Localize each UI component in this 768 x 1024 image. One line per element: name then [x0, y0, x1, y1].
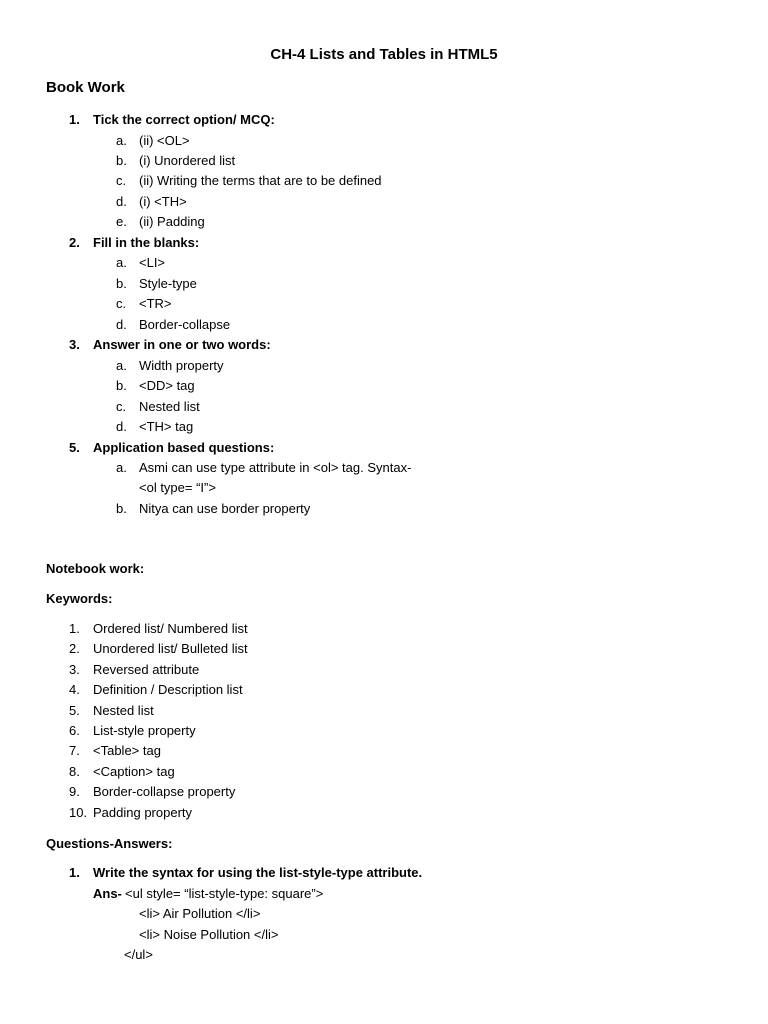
keyword-number: 2.: [69, 641, 80, 656]
list-marker: d.: [116, 317, 127, 332]
question-number: 3.: [69, 337, 80, 352]
page-title: CH-4 Lists and Tables in HTML5: [270, 46, 498, 63]
keyword-item: Unordered list/ Bulleted list: [93, 641, 248, 656]
keyword-number: 9.: [69, 784, 80, 799]
list-item: <LI>: [139, 255, 166, 270]
list-item: (ii) <OL>: [139, 133, 190, 148]
question-number: 2.: [69, 235, 80, 250]
code-line: <li> Air Pollution </li>: [139, 906, 261, 921]
section-heading-notebook-work: Notebook work:: [46, 561, 145, 576]
list-item: Asmi can use type attribute in <ol> tag. Syntax-: [139, 460, 412, 475]
list-item: Width property: [139, 358, 224, 373]
keyword-item: <Table> tag: [93, 743, 161, 758]
keyword-number: 3.: [69, 662, 80, 677]
list-item: Nitya can use border property: [139, 501, 311, 516]
code-line: <ul style= “list-style-type: square”>: [125, 886, 324, 901]
list-marker: b.: [116, 378, 127, 393]
keyword-item: List-style property: [93, 723, 196, 738]
list-item: <DD> tag: [139, 378, 195, 393]
question-text: Fill in the blanks:: [93, 235, 200, 250]
keyword-number: 1.: [69, 621, 80, 636]
list-marker: b.: [116, 276, 127, 291]
section-heading-book-work: Book Work: [46, 79, 125, 96]
keyword-item: Reversed attribute: [93, 662, 200, 677]
keyword-item: Border-collapse property: [93, 784, 236, 799]
list-item: (ii) Padding: [139, 214, 205, 229]
keyword-item: Definition / Description list: [93, 682, 243, 697]
list-marker: b.: [116, 501, 127, 516]
list-marker: a.: [116, 460, 127, 475]
keyword-item: <Caption> tag: [93, 764, 175, 779]
list-item: (i) <TH>: [139, 194, 187, 209]
question-text: Application based questions:: [93, 440, 275, 455]
answer-label: Ans-: [93, 886, 122, 901]
list-item: (ii) Writing the terms that are to be defined: [139, 173, 382, 188]
question-number: 5.: [69, 440, 80, 455]
keyword-number: 8.: [69, 764, 80, 779]
list-item-continuation: <ol type= “I”>: [139, 480, 216, 495]
list-marker: b.: [116, 153, 127, 168]
keyword-item: Nested list: [93, 703, 154, 718]
list-marker: c.: [116, 399, 127, 414]
list-item: Border-collapse: [139, 317, 231, 332]
list-marker: d.: [116, 419, 127, 434]
list-marker: c.: [116, 173, 127, 188]
list-item: (i) Unordered list: [139, 153, 236, 168]
keyword-item: Padding property: [93, 805, 193, 820]
keyword-number: 5.: [69, 703, 80, 718]
question-text: Write the syntax for using the list-style-type attribute.: [93, 865, 423, 880]
keyword-number: 6.: [69, 723, 80, 738]
list-item: <TH> tag: [139, 419, 194, 434]
question-text: Answer in one or two words:: [93, 337, 271, 352]
keyword-number: 10.: [69, 805, 88, 820]
code-line: <li> Noise Pollution </li>: [139, 927, 279, 942]
list-marker: a.: [116, 255, 127, 270]
list-marker: c.: [116, 296, 127, 311]
question-text: Tick the correct option/ MCQ:: [93, 112, 275, 127]
keyword-number: 7.: [69, 743, 80, 758]
list-item: Nested list: [139, 399, 200, 414]
code-line: </ul>: [124, 947, 153, 962]
list-item: Style-type: [139, 276, 197, 291]
list-item: <TR>: [139, 296, 172, 311]
list-marker: e.: [116, 214, 127, 229]
list-marker: a.: [116, 133, 127, 148]
list-marker: a.: [116, 358, 127, 373]
section-heading-keywords: Keywords:: [46, 591, 113, 606]
keyword-number: 4.: [69, 682, 80, 697]
list-marker: d.: [116, 194, 127, 209]
question-number: 1.: [69, 112, 80, 127]
keyword-item: Ordered list/ Numbered list: [93, 621, 248, 636]
question-number: 1.: [69, 865, 80, 880]
section-heading-questions-answers: Questions-Answers:: [46, 836, 173, 851]
